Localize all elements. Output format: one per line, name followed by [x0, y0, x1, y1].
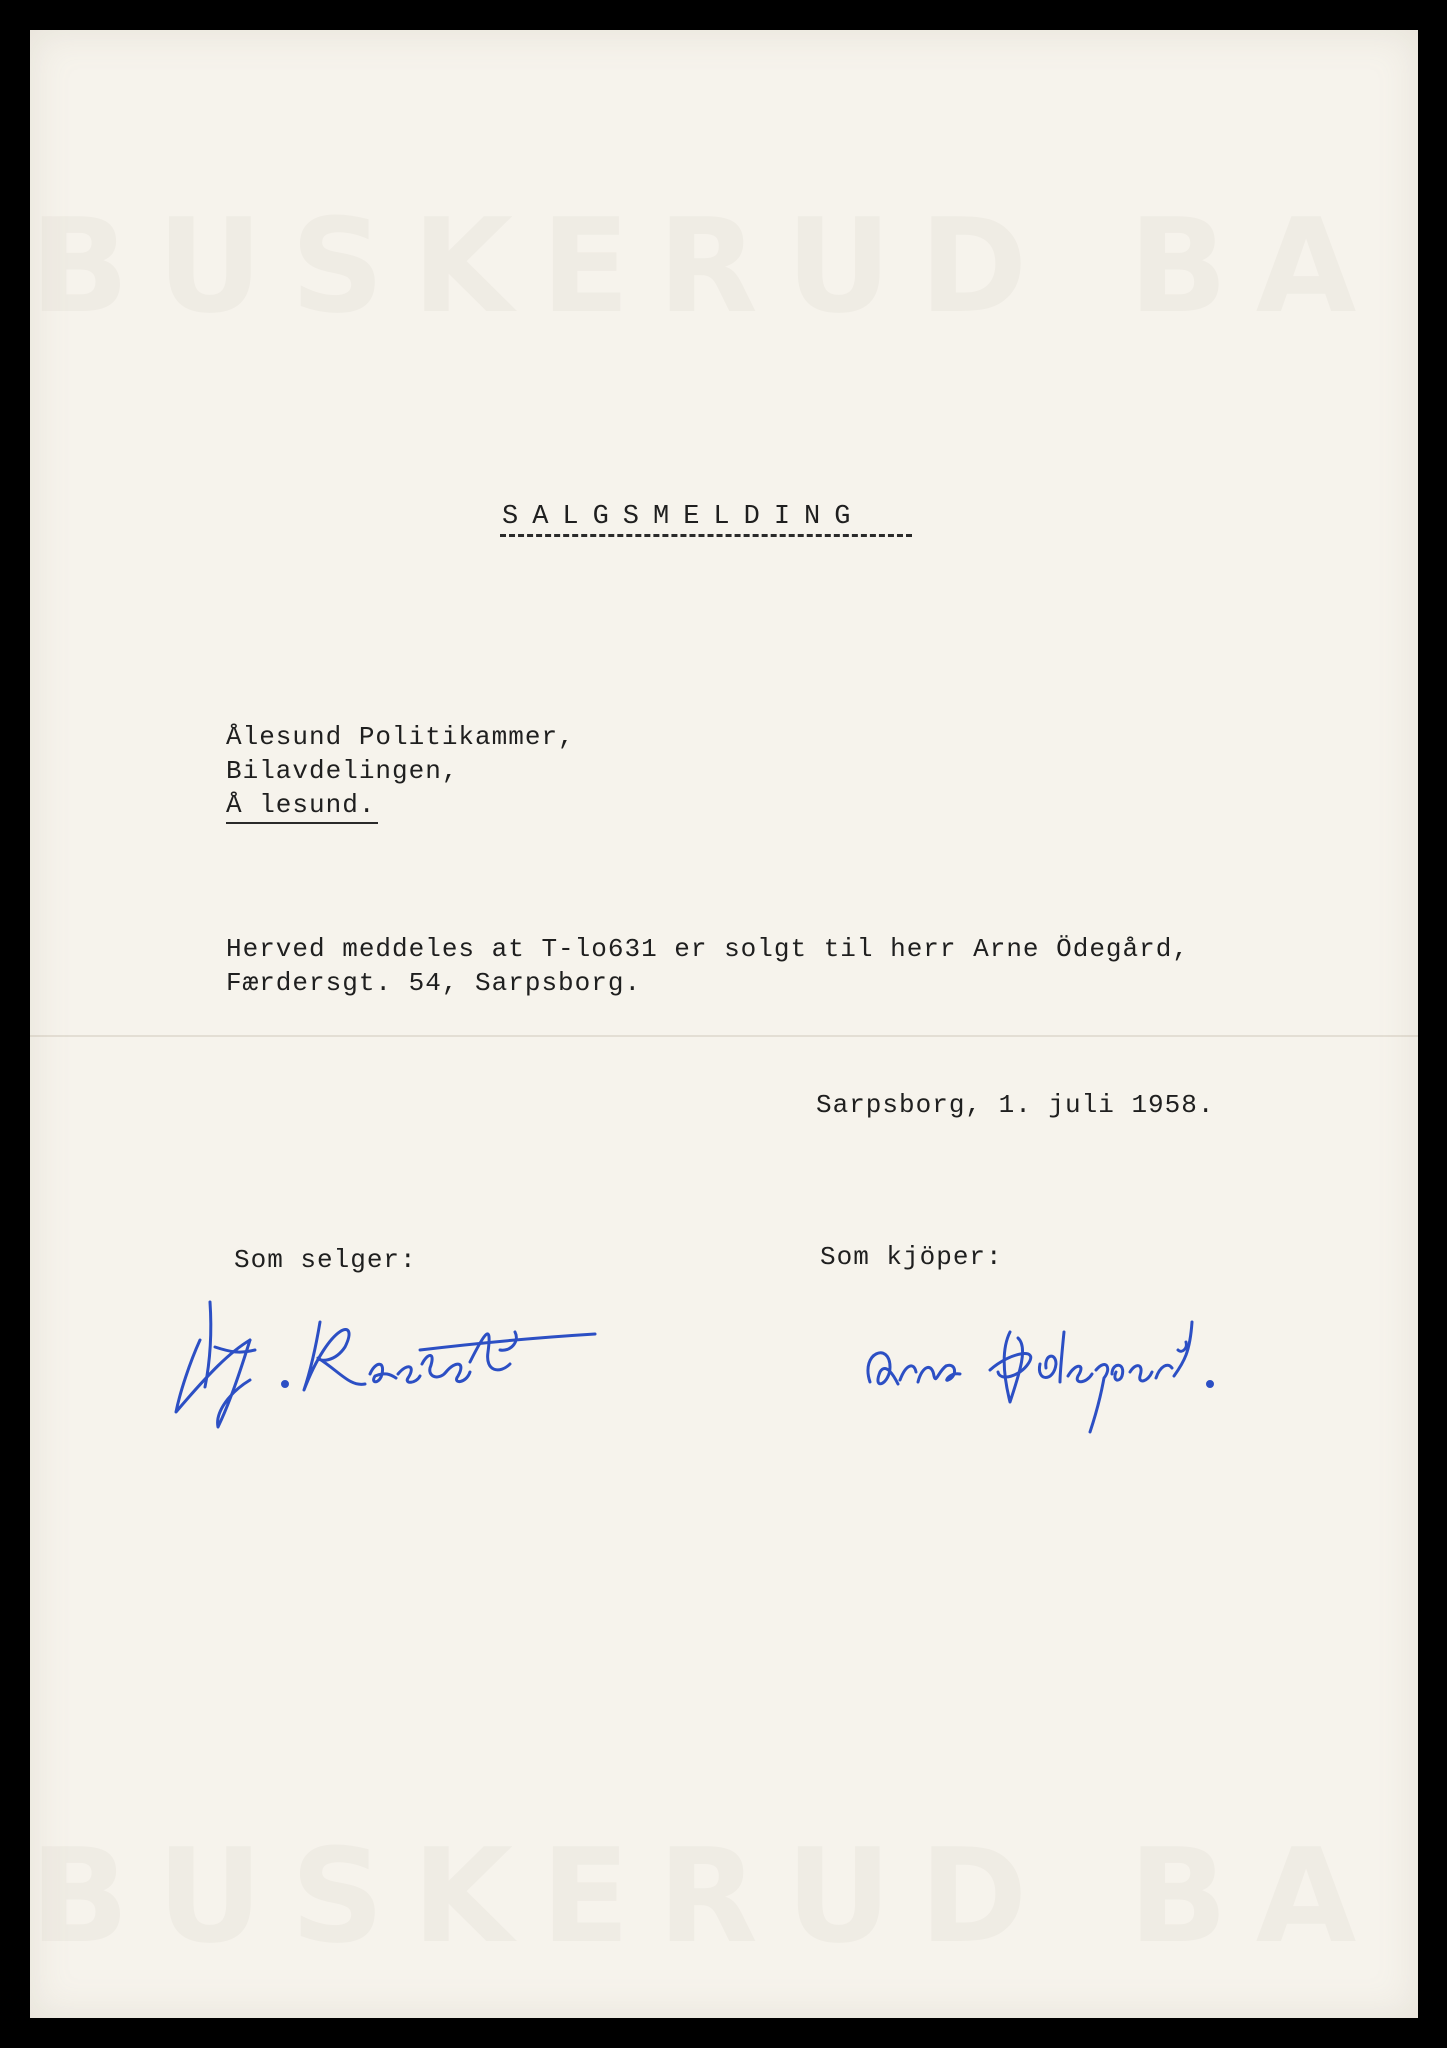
buyer-label: Som kjöper: [820, 1242, 1003, 1272]
seller-signature [170, 1292, 610, 1442]
body-line-1: Herved meddeles at T-lo631 er solgt til herr Arne Ödegård, [226, 934, 1189, 964]
watermark-top: BUSKERUD BA [30, 190, 1385, 342]
document-title: SALGSMELDING [502, 502, 865, 532]
fold-line [30, 1035, 1418, 1037]
seller-label: Som selger: [234, 1245, 417, 1275]
body-line-2: Færdersgt. 54, Sarpsborg. [226, 968, 642, 998]
buyer-signature [850, 1292, 1290, 1442]
document-page [30, 30, 1418, 2018]
recipient-underline [226, 822, 378, 824]
watermark-bottom: BUSKERUD BA [30, 1820, 1385, 1972]
date-line: Sarpsborg, 1. juli 1958. [816, 1090, 1215, 1120]
recipient-line-3: Å lesund. [226, 790, 376, 820]
recipient-line-1: Ålesund Politikammer, [226, 722, 575, 752]
title-underline [500, 534, 912, 537]
recipient-line-2: Bilavdelingen, [226, 756, 459, 786]
